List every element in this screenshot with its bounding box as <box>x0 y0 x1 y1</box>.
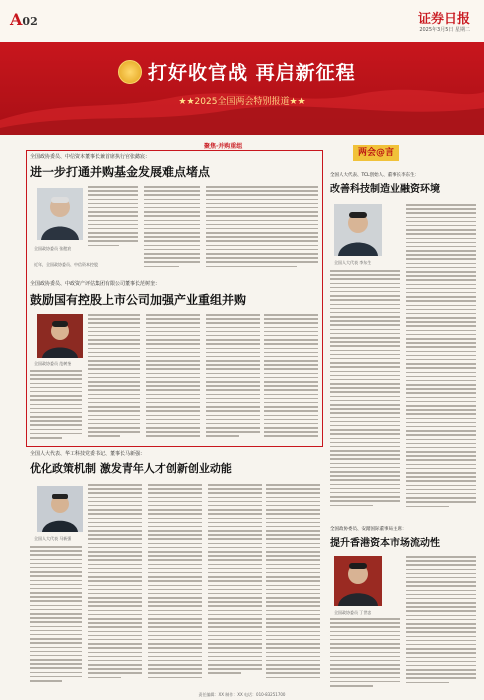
article3-text-col3 <box>148 484 202 684</box>
article2-headline: 鼓励国有控股上市公司加强产业重组并购 <box>30 293 247 307</box>
article1-caption-2: 近年，全国政协委员、中信资本控股 <box>34 262 98 267</box>
article5-headline: 提升香港资本市场流动性 <box>330 538 440 549</box>
article2-kicker: 全国政协委员、中政资产评估集团有限公司董事长范树奎： <box>30 281 161 287</box>
article4-photo <box>334 204 382 256</box>
article3-kicker: 全国人大代表、华工科技党委书记、董事长马新强： <box>30 451 146 457</box>
article2-caption: 全国政协委员 范树奎 <box>34 361 72 366</box>
article3-caption: 全国人大代表 马新强 <box>34 536 72 541</box>
article5-photo <box>334 556 382 606</box>
article3-text-col4 <box>208 484 262 684</box>
article1-text-col4 <box>262 186 318 274</box>
article4-caption: 全国人大代表 李东生 <box>334 260 372 265</box>
article5-kicker: 全国政协委员、安踏国际董事局主席： <box>330 527 407 532</box>
article2-text-col2 <box>88 314 140 442</box>
article1-photo <box>37 188 83 240</box>
article3-photo <box>37 486 83 532</box>
page-number: A02 <box>10 10 38 29</box>
right-column-label: 两会@言 <box>353 145 399 161</box>
article2-photo <box>37 314 83 358</box>
article1-text-col2 <box>144 186 200 274</box>
masthead-banner <box>0 0 484 135</box>
article1-kicker: 全国政协委员、中信资本董事长兼首席执行官张懿宸： <box>30 154 151 160</box>
article4-text-col2 <box>406 204 476 514</box>
section-label: 聚焦·并购重组 <box>204 143 243 150</box>
article1-caption: 全国政协委员 张懿宸 <box>34 246 72 251</box>
article4-kicker: 全国人大代表、TCL创始人、董事长李东生： <box>330 173 420 178</box>
article1-text-col3 <box>206 186 262 274</box>
article3-headline: 优化政策机制 激发青年人才创新创业动能 <box>30 462 232 475</box>
article4-headline: 改善科技制造业融资环境 <box>330 184 440 195</box>
page-footer: 责任编辑：XX 制作：XX 电话：010-83251700 <box>198 692 286 697</box>
article4-text-col1 <box>330 270 400 514</box>
article2-text-col5 <box>264 314 318 442</box>
article5-text-col2 <box>406 556 476 688</box>
article1-text-col1 <box>88 186 138 252</box>
article3-text-col2 <box>88 484 142 684</box>
article2-text-col4 <box>206 314 260 442</box>
issue-date: 2025年3月5日 星期二 <box>419 27 470 33</box>
decorative-hills <box>0 80 484 135</box>
banner-slogan: 打好收官战 再启新征程 <box>148 62 356 84</box>
newspaper-name: 证券日报 <box>417 12 470 27</box>
article2-text-col3 <box>146 314 200 442</box>
article5-text-col1 <box>330 618 400 688</box>
article1-headline: 进一步打通并购基金发展难点堵点 <box>30 165 211 179</box>
article3-text-col1 <box>30 546 82 684</box>
banner-subtitle: ★★2025全国两会特别报道★★ <box>178 97 306 107</box>
national-emblem-icon <box>118 60 142 84</box>
article3-text-col5 <box>266 484 320 684</box>
article2-text-col1 <box>30 370 82 442</box>
article5-caption: 全国政协委员 丁世忠 <box>334 610 372 615</box>
